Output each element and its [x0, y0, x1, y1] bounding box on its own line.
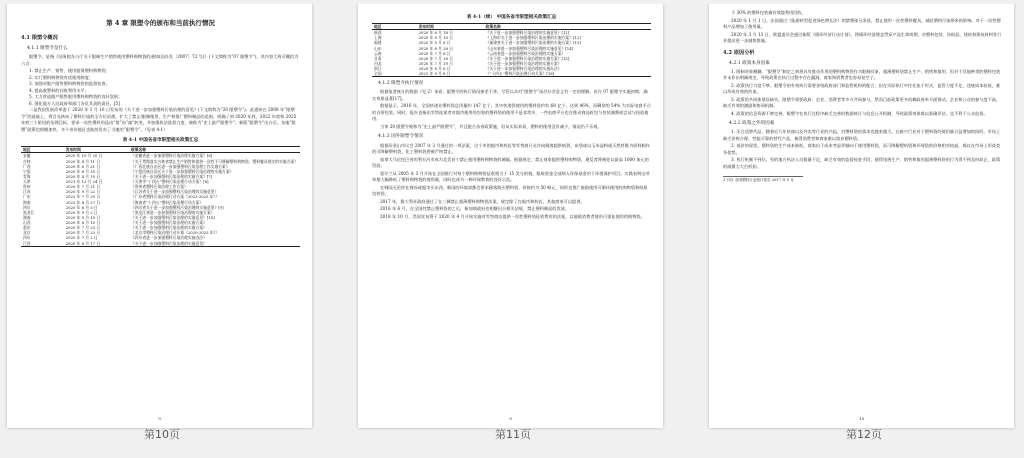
table-body	[21, 153, 300, 246]
region-cell: 天津	[23, 179, 31, 185]
region-cell: 全国	[372, 71, 417, 77]
date-cell: 2020 年 6 月 21 日	[65, 163, 101, 169]
date-cell: 2020 年 9 月 22 日	[65, 189, 101, 195]
policy-table	[21, 146, 300, 246]
date-cell: 2020 年 9 月 2 日	[65, 209, 98, 215]
date-cell: 2020 年 7 月 23 日	[65, 225, 101, 231]
table-body	[372, 30, 651, 77]
section-heading: 4.1 限塑令概况	[21, 35, 58, 42]
paragraph: 在韩国无论你在商场或超市买东西，韩国的环境部都会要求顾客购买塑料袋，价格约为 50 韩元，同时也推广鼓励使用可循环使用的购物袋和纸质包装袋。	[372, 184, 648, 197]
paragraph: 4. 政策的信息资源不够完善。限塑令在执行过程中缺乏完善的数据统计与信息公开机制，导致政策效果难以准确评估，也不利于公众监督。	[731, 110, 988, 116]
policy-cell: 《江苏省关于进一步加强塑料污染治理的实施意见》	[130, 189, 219, 195]
policy-cell: 《关于进一步加强塑料污染治理的实施方案》[15]	[485, 55, 570, 61]
region-cell: 广东	[23, 194, 31, 200]
region-cell: 山东	[374, 45, 382, 51]
table-header: 发布时间	[64, 147, 129, 153]
subsection-heading: 4.1.1 限塑令是什么	[27, 46, 68, 52]
table-header: 地区	[372, 24, 417, 30]
paragraph: 2020 年 3 月 13 日，欧盟委员会通过新版《循环经济行动计划》，将循环经济理念贯穿产品生命周期，对塑料包装、纺织品、建筑和建筑材料等行业提出进一步减废措施。	[723, 31, 1002, 43]
list-item: 1. 禁止生产、销售、使用超薄塑料购物袋；	[29, 68, 110, 74]
policy-cell: 《黑龙江省进一步加强塑料污染治理的实施方案》	[130, 209, 215, 215]
paragraph: 2017 年，澳大利亚政府通过了在三城禁止超薄塑料购物袋法案，规定除了在超市和药店，其他商家可以提供。	[380, 198, 585, 204]
paragraph: 加拿大马尼托巴省的利夫河市成为北美首个禁止使用塑料购物袋的城镇。根据规定，禁止商家提供塑料购物袋，違反者将被处以最高 1000 加元的罚款。	[372, 156, 649, 169]
region-cell: 宁夏	[23, 168, 31, 174]
policy-cell: 《关于进一步加强塑料污染治理的实施办法》	[485, 66, 562, 72]
table-header: 政策名称	[484, 24, 651, 30]
policy-cell: 《“十四五”塑料污染治理行动方案》[16]	[484, 71, 651, 77]
policy-cell: 《关于进一步加强塑料污染治理的实施意见》[11]	[485, 30, 570, 36]
subsection-heading: 4.1.3 国外限塑令情况	[378, 134, 424, 140]
document-page	[358, 4, 663, 428]
list-item: 5. 大力营造限产限售限用塑料购物袋的良好氛围；	[29, 94, 123, 100]
page-thumbnail-11[interactable]	[355, 4, 671, 444]
region-cell: 浙江	[374, 66, 382, 72]
section-heading: 4.2 原因分析	[723, 49, 755, 56]
date-cell: 2020 年 6 月 3 日	[65, 204, 98, 210]
paragraph: 于 30% 的塑料包装被有效地利用回收。	[731, 10, 806, 15]
region-cell: 黑龙江	[23, 209, 35, 215]
list-item: 6. 强化地方人民政府和部门各负其责的责任。[5]	[29, 100, 120, 106]
date-cell: 2020 年 8 月 18 日	[418, 30, 453, 36]
date-cell: 2020 年 10 月 20 日	[65, 153, 103, 159]
footnote	[723, 176, 803, 184]
date-cell: 2020 年 6 月 20 日	[65, 168, 101, 174]
date-cell: 2020 年 9 月 8 日	[418, 40, 451, 46]
policy-cell: 《关于贯彻落实吉林省禁止生产销售和提供一次性不可降解塑料购物袋、塑料餐具规定的实施方案》	[130, 158, 298, 164]
date-cell: 2022 年 4 月 27 日	[65, 199, 101, 205]
paragraph: 数据显示，2016 年，全国快递业塑料袋总用量约 147 亿个，其中快递袋使用的塑料袋约有 68 亿个，达到 46%，而剩余的 54% 为实际电商平台的自带包装。同时，报告也指出零售连锁者对超市使用的包装的塑料袋的使用不是非常多，一些电商平台也在推动商品拆包与包装减塑或尝试与投放使用。	[372, 103, 651, 122]
region-cell: 河北	[374, 60, 382, 66]
date-cell: 2022 年 7 月 29 日	[65, 194, 101, 200]
policy-cell: 《广西壮族自治区进一步加强塑料污染治理工作实施方案》	[130, 163, 230, 169]
region-cell: 山西	[23, 220, 31, 226]
policy-cell: 《安徽省进一步加强塑料污染治理实施方案》[6]	[130, 153, 213, 159]
policy-cell: 《四川省关于进一步加强塑料污染治理的实施意见》[9]	[130, 204, 224, 210]
date-cell: 2021 年 9 月 8 日	[417, 71, 484, 77]
policy-cell: 《关于进一步加强塑料污染治理的实施方案》	[485, 60, 562, 66]
table-caption: 表 4-1 中国各省市限塑相关政策汇总	[122, 138, 199, 144]
region-cell: 海南	[23, 199, 31, 205]
table-row	[372, 71, 651, 77]
region-cell: 甘肃	[374, 55, 382, 61]
date-cell: 2020 年 8 月 6 日	[418, 66, 451, 72]
region-cell: 青海	[23, 173, 31, 179]
table-caption: 表 4-1（续） 中国各省市限塑相关政策汇总	[466, 15, 557, 20]
table-row	[21, 241, 300, 247]
region-cell: 吉林	[23, 158, 31, 164]
policy-cell: 《关于进一步加强塑料污染治理的实施意见》[10]	[130, 214, 215, 220]
policy-cell: 《贵州省塑料污染治理工作方案》	[130, 184, 188, 190]
region-cell: 北京	[23, 230, 31, 236]
region-cell: 广西	[23, 163, 31, 169]
region-cell: 陕西	[374, 30, 382, 36]
paragraph: 2018 年 6 月，在全国性禁止塑料袋的之后，新加坡政府也相继出台相关法规，禁止塑料制品的发放。	[380, 206, 570, 212]
page-label: 第10页	[144, 428, 180, 441]
page-number: 9	[158, 415, 161, 421]
table-header: 政策名称	[129, 147, 300, 153]
paragraph: 根据笔者统计的数据（见 2）来看，限塑令的执行情况参差不齐。尽管以众对“限塑令”深层社会意义有一定的理解，但在 07 限塑令实施初期，确实效果显著[17]。	[372, 89, 648, 101]
subsection-heading: 4.2.2 政策之外的因素	[729, 121, 775, 127]
paragraph: 2020 年 1 月 1 日，法国通过《能源转型促进绿色增长法》的禁塑部分条款，禁止使用一次性塑料餐具，减轻塑料污染带来的影响。对于一次性塑料产品增加了使用量。	[723, 17, 1001, 29]
region-cell: 重庆	[23, 225, 31, 231]
date-cell: 2021 年 12 月 24 日	[65, 179, 103, 185]
policy-cell: 《关于进一步加强塑料污染治理的实施意见》	[129, 241, 300, 247]
policy-cell: 《广东省塑料污染治理行动方案（2022-2025 年）》	[130, 194, 220, 200]
table-header: 发布时间	[417, 24, 484, 30]
date-cell: 2020 年 8 月 28 日	[418, 45, 453, 51]
date-cell: 2020 年 7 月 19 日	[418, 60, 453, 66]
paragraph: 限塑令，是指《国务院办公厅关于限制生产销售使用塑料购物袋的通知(国办发〔2007〕72 号)》(下文简称为“07 限塑令”)，其内容大致可概括为六点：	[21, 54, 299, 66]
subsection-heading: 4.2.1 政策本身因素	[729, 60, 770, 66]
region-cell: 四川	[23, 235, 31, 241]
policy-cell: 《四川省进一步加强塑料污染治理实施办法》	[130, 235, 207, 241]
subsection-heading: 4.1.2 限塑令执行情况	[378, 81, 424, 87]
policy-cell: 《宁夏回族自治区关于进一步加强塑料污染治理的实施方案》	[130, 168, 234, 174]
region-cell: 江苏	[23, 189, 31, 195]
chapter-title: 第 4 章 限塑令的颁布和当前执行情况	[106, 19, 215, 27]
date-cell: 2020 年 7 月 21 日	[65, 184, 101, 190]
paragraph: 当审 20 限塑令被称为“史上最严限塑令”，并且配合各省政策施，但从实际来看，塑料的使用没有减少，情况仍不乐观。	[380, 123, 602, 129]
paragraph: 1. 限制对象模糊。“限塑令”制定之初将具有推动作用的塑料购物袋作为限制对象，超薄塑料袋禁止生产、销售和使用，但对于其他种类的塑料包装并未作出明确规定，导致政策在执行过程中存在漏洞，商家和消费者也容易钻空子。	[723, 68, 1001, 81]
list-item: 3. 加强对限产限售塑料购物袋的监督检查；	[29, 81, 110, 87]
policy-cell: 《关于进一步加强塑料污染治理的实施方案》[7]	[130, 173, 213, 179]
region-cell: 贵州	[23, 184, 31, 190]
footnote-text: 1 引自 全国塑料行业统计报告 2017 年 5 月	[723, 178, 794, 183]
document-page	[709, 4, 1014, 428]
date-cell: 2020 年 9 月 10 日	[418, 35, 453, 41]
list-item: 2. 实行塑料购物袋有偿使用制度；	[29, 74, 93, 80]
page-thumbnail-10[interactable]	[4, 4, 320, 444]
page-number: 10	[858, 415, 865, 421]
paragraph: 根据旧金山市议会 2007 年 3 月通过的一项法案，这个市的超市和药店等零售商只允许向顾客提供纸袋、布袋或以玉米淀粉或天然纤维为原料制作的可降解塑料袋，化工塑料袋将被严格禁止。	[372, 142, 650, 155]
policy-cell: 《关于进一步加强塑料污染治理的实施方案》	[130, 220, 207, 226]
list-item: 4. 提高废塑料的回收利用水平；	[29, 87, 89, 93]
policy-cell: 《北京市塑料污染治理行动计划（2020-2025 年）》	[130, 230, 220, 236]
page-label: 第12页	[846, 428, 882, 441]
date-cell: 2020 年 8 月 13 日	[65, 220, 101, 226]
paragraph: 3. 政策的共同体建设缺失。限塑令需要政府、企业、消费者等多方共同参与，然而目前政策更多依赖政府单方面推动，企业和公众的参与度不高，缺乏有效的激励和协同机制。	[723, 96, 1001, 109]
date-cell: 2020 年 8 月 17 日	[64, 241, 129, 247]
date-cell: 2020 年 7 月 22 日	[65, 230, 101, 236]
policy-cell: 《云南省进一步加强塑料污染治理的实施方案》	[485, 50, 566, 56]
region-cell: 安徽	[23, 153, 31, 159]
paragraph: 二是我国发展改革委于 2020 年 1 月 16 日发布的《关于进一步加强塑料污染治理的意见》(下文简称为“20 限塑令”)。此通知在 2008 年“限塑令”的基础上，将目光转向了塑料污染的全方位治理，扩大了禁止/限制使用、生产和推广塑料制品的范围，明确了到 2020 年底、2022 年底和 2025 年底三个阶段的治理目标，要求一次性塑料用品由“禁”向“减”转变，并加强执法监督力度，被称为“史上最严限塑令”。新版“限塑令”出台后，各地“限塑”政策也相继加快，多个省份地区也陆续发布了当地的“限塑令”。（见表 4-1）	[21, 107, 297, 132]
date-cell: 2020 年 7 月 28 日	[418, 55, 453, 61]
paragraph: 1. 无合适替代品。随着近几年快递以及外卖等行业的兴起，对塑料袋的需求也越来越大。在新兴行业对于塑料袋的使用量日益增加的同时，市场上缺乏价格合理、性能可靠的替代产品，使得消费者和商家难以放弃塑料袋。	[723, 129, 1001, 141]
paragraph: 2. 低价的现状。塑料袋的生产成本极低，商家出于成本考虑更倾向于使用塑料袋，而可降解塑料袋和环保袋的价格相对较高，难以在市场上形成竞争优势。	[723, 143, 1001, 155]
region-cell: 江西	[21, 241, 64, 247]
policy-cell: 《海南省“十四五”塑料污染治理行动方案》	[130, 199, 204, 205]
paragraph: 3. 执行机制不到位。有的地方执法人员数量不足，缺乏有效的监督检查手段，使得违规生产、销售和使用超薄塑料袋的行为得不到及时纠正，政策的威慑力大打折扣。	[723, 157, 1001, 169]
policy-table-continued	[372, 23, 651, 77]
region-cell: 云南	[374, 50, 382, 56]
date-cell: 2020 年 4 月 10 日	[65, 173, 101, 179]
region-cell: 上海	[374, 35, 382, 41]
date-cell: 2020 年 7 月 8 日	[418, 50, 451, 56]
policy-cell: 《福建省关于进一步加强塑料污染治理的实施方案》[13]	[485, 40, 581, 46]
policy-cell: 《上海市关于进一步加强塑料污染治理的实施方案》[12]	[485, 35, 581, 41]
paragraph: 爱尔兰从 2005 年 3 月开始在全国推行对每个塑料购物袋征收相当于 15 美分的税，限收收金全部纳入环保基金用于环境保护项目。实践表明这项举措大幅降低了塑料购物袋的使用量，同时也成为一种环保教育的良好示范。	[372, 170, 650, 183]
region-cell: 四川	[23, 204, 31, 210]
paragraph: 2. 政策执行力度不够。限塑令的有效执行需要各级政府部门和监管机构的配合，但在实际执行中往往流于形式，监管力度不足，违规成本较低，难以形成有效的约束。	[723, 82, 1001, 95]
page-label: 第11页	[495, 428, 531, 441]
table-header: 地区	[21, 147, 64, 153]
policy-cell: 《山东省进一步加强塑料污染治理的实施意见》[14]	[485, 45, 574, 51]
region-cell: 福建	[374, 40, 382, 46]
date-cell: 2020 年 8 月 11 日	[65, 158, 101, 164]
page-number: 9	[509, 415, 512, 421]
page-thumbnail-12[interactable]	[706, 4, 1022, 444]
region-cell: 湖南	[23, 214, 31, 220]
policy-cell: 《天津市“十四五”塑料污染治理行动方案》[8]	[130, 179, 209, 185]
document-page	[7, 4, 312, 428]
date-cell: 2020 年 9 月 10 日	[65, 214, 101, 220]
paragraph: 2018 年 10 月，美国宣布将于 2020 年 4 月开始实施对零售商店提供一次性塑料袋征收费用的法案，以鼓励消费者使用可重复使用的购物袋。	[380, 213, 645, 219]
policy-cell: 《关于进一步加强塑料污染治理的实施方案》	[130, 225, 207, 231]
date-cell: 2020 年 7 月 2 日	[65, 235, 98, 241]
